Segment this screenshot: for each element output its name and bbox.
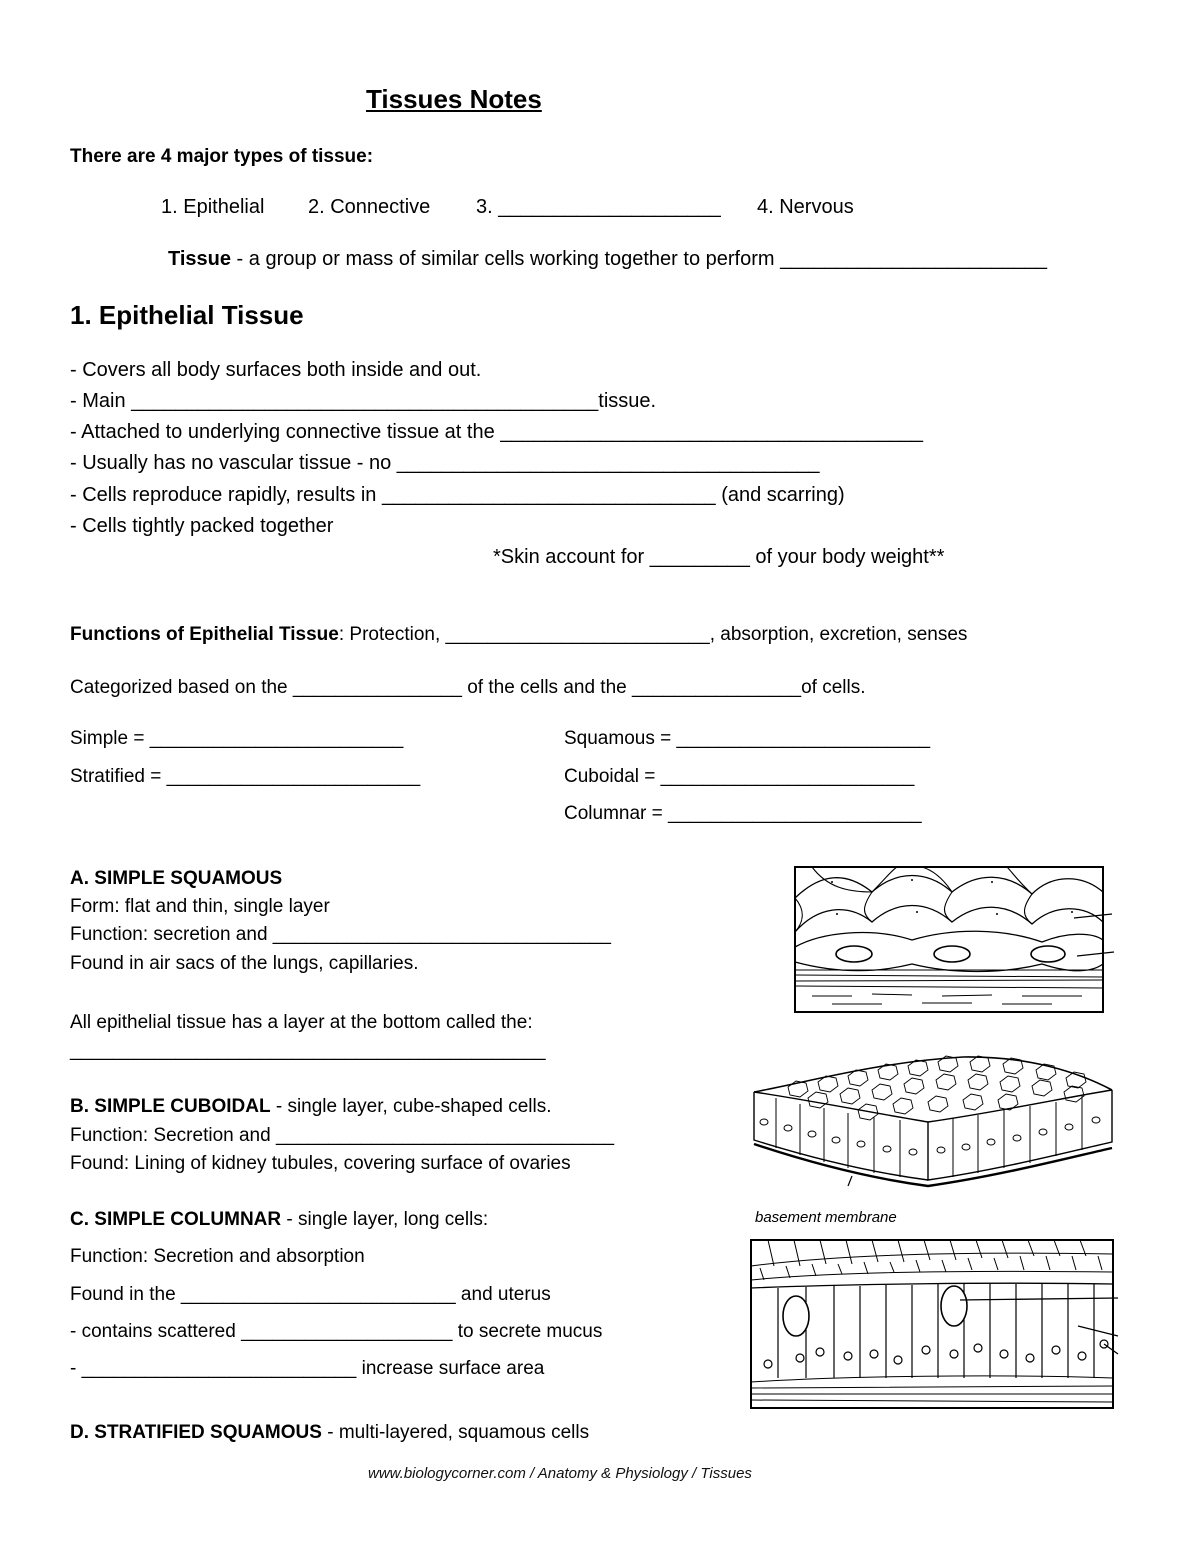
columnar-def: Columnar = ________________________: [564, 803, 922, 824]
part-a-layer-question: All epithelial tissue has a layer at the bottom called the:: [70, 1012, 533, 1033]
part-b-function: Function: Secretion and ________________________________: [70, 1125, 615, 1146]
simple-cuboidal-diagram: [748, 1052, 1118, 1230]
basement-membrane-label: basement membrane: [755, 1209, 897, 1226]
functions-label: Functions of Epithelial Tissue: [70, 624, 339, 645]
part-c-heading-rest: - single layer, long cells:: [281, 1209, 489, 1230]
part-a-layer-blank: _____________________________________________: [70, 1040, 546, 1061]
part-d-heading: D. STRATIFIED SQUAMOUS: [70, 1422, 322, 1443]
simple-squamous-diagram: [792, 862, 1120, 1018]
bullet-6: - Cells tightly packed together: [70, 515, 334, 537]
skin-note: *Skin account for _________ of your body weight**: [493, 546, 945, 568]
bullet-3: - Attached to underlying connective tissue at the ______________________________________: [70, 421, 923, 443]
section-heading-epithelial: 1. Epithelial Tissue: [70, 300, 304, 330]
functions-line: [70, 624, 967, 646]
simple-columnar-diagram: [748, 1236, 1120, 1411]
part-c-found: Found in the __________________________ and uterus: [70, 1284, 551, 1305]
page-title: Tissues Notes: [366, 84, 542, 114]
part-b-heading: B. SIMPLE CUBOIDAL: [70, 1096, 271, 1117]
tissue-definition: [168, 248, 1047, 271]
part-a-found: Found in air sacs of the lungs, capillaries.: [70, 953, 419, 974]
cuboidal-def: Cuboidal = ________________________: [564, 766, 915, 787]
tissue-type-1: 1. Epithelial: [161, 196, 265, 218]
footer-credit: www.biologycorner.com / Anatomy & Physiology / Tissues: [368, 1465, 752, 1482]
part-b-heading-rest: - single layer, cube-shaped cells.: [270, 1096, 552, 1117]
stratified-def: Stratified = ________________________: [70, 766, 421, 787]
part-a-form: Form: flat and thin, single layer: [70, 896, 330, 917]
part-d-heading-line: [70, 1422, 589, 1444]
intro-heading: There are 4 major types of tissue:: [70, 146, 374, 167]
part-b-heading-line: [70, 1096, 552, 1118]
part-c-heading-line: [70, 1209, 488, 1231]
part-a-function: Function: secretion and ________________________________: [70, 924, 611, 945]
part-c-increase: - __________________________ increase surface area: [70, 1358, 545, 1379]
part-b-found: Found: Lining of kidney tubules, covering surface of ovaries: [70, 1153, 571, 1174]
functions-text: : Protection, _________________________, absorption, excretion, senses: [338, 624, 968, 645]
tissue-type-3: 3. ____________________: [476, 196, 721, 218]
part-d-heading-rest: - multi-layered, squamous cells: [321, 1422, 590, 1443]
bullet-4: - Usually has no vascular tissue - no ______________________________________: [70, 452, 820, 474]
bullet-2: - Main __________________________________________tissue.: [70, 390, 657, 412]
bullet-1: - Covers all body surfaces both inside and out.: [70, 359, 482, 381]
tissue-type-4: 4. Nervous: [757, 196, 854, 218]
tissue-term: Tissue: [168, 248, 231, 270]
part-c-contains: - contains scattered ____________________ to secrete mucus: [70, 1321, 603, 1342]
tissue-def-text: - a group or mass of similar cells working together to perform ________________________: [231, 248, 1048, 270]
categorized-line: Categorized based on the ________________ of the cells and the ________________of cells.: [70, 677, 866, 698]
tissue-type-2: 2. Connective: [308, 196, 431, 218]
part-c-function: Function: Secretion and absorption: [70, 1246, 365, 1267]
part-a-heading: A. SIMPLE SQUAMOUS: [70, 868, 283, 889]
squamous-def: Squamous = ________________________: [564, 728, 931, 749]
part-c-heading: C. SIMPLE COLUMNAR: [70, 1209, 282, 1230]
bullet-5: - Cells reproduce rapidly, results in ______________________________ (and scarring): [70, 484, 845, 506]
simple-def: Simple = ________________________: [70, 728, 404, 749]
